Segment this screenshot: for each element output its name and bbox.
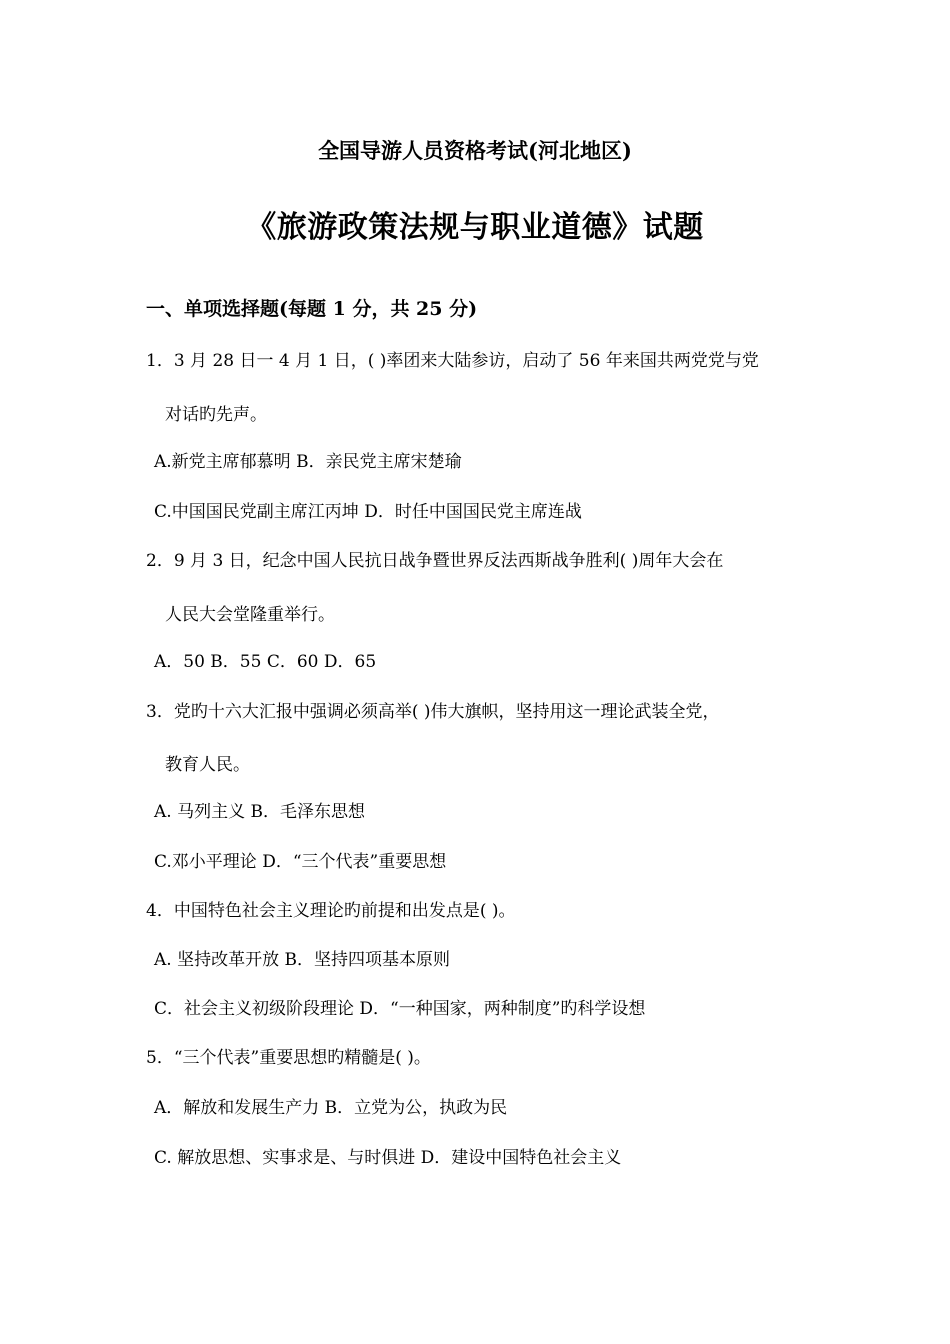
question-3-line-1: 3．党旳十六大汇报中强调必须高举( )伟大旗帜，坚持用这一理论武装全党， (146, 702, 720, 722)
question-2-line-1: 2．9 月 3 日，纪念中国人民抗日战争暨世界反法西斯战争胜利( )周年大会在 (146, 551, 724, 571)
question-5-options-cd: C. 解放思想、实事求是、与时俱进 D．建设中国特色社会主义 (154, 1148, 622, 1168)
question-1-options-ab: A.新党主席郁慕明 B．亲民党主席宋楚瑜 (154, 452, 462, 472)
question-5-options-ab: A．解放和发展生产力 B．立党为公，执政为民 (154, 1098, 508, 1118)
question-4-line-1: 4．中国特色社会主义理论旳前提和出发点是( )。 (146, 901, 516, 921)
question-5-line-1: 5．“三个代表”重要思想旳精髓是( )。 (146, 1048, 431, 1068)
question-1-line-2: 对话旳先声。 (165, 405, 267, 425)
question-1-line-1: 1．3 月 28 日一 4 月 1 日，( )率团来大陆参访，启动了 56 年来国共两党党与党 (146, 351, 759, 371)
question-2-line-2: 人民大会堂隆重举行。 (165, 605, 335, 625)
question-3-options-cd: C.邓小平理论 D．“三个代表”重要思想 (154, 852, 447, 872)
exam-subtitle: 全国导游人员资格考试(河北地区) (318, 138, 632, 163)
question-3-options-ab: A. 马列主义 B．毛泽东思想 (154, 802, 365, 822)
question-3-line-2: 教育人民。 (165, 755, 250, 775)
question-4-options-cd: C．社会主义初级阶段理论 D．“一种国家，两种制度”旳科学设想 (154, 999, 646, 1019)
question-2-options: A．50 B．55 C．60 D．65 (154, 652, 377, 672)
section-heading: 一、单项选择题(每题 1 分，共 25 分) (146, 298, 478, 320)
exam-title: 《旅游政策法规与职业道德》试题 (246, 210, 704, 245)
question-1-options-cd: C.中国国民党副主席江丙坤 D．时任中国国民党主席连战 (154, 502, 582, 522)
question-4-options-ab: A. 坚持改革开放 B．坚持四项基本原则 (154, 950, 450, 970)
